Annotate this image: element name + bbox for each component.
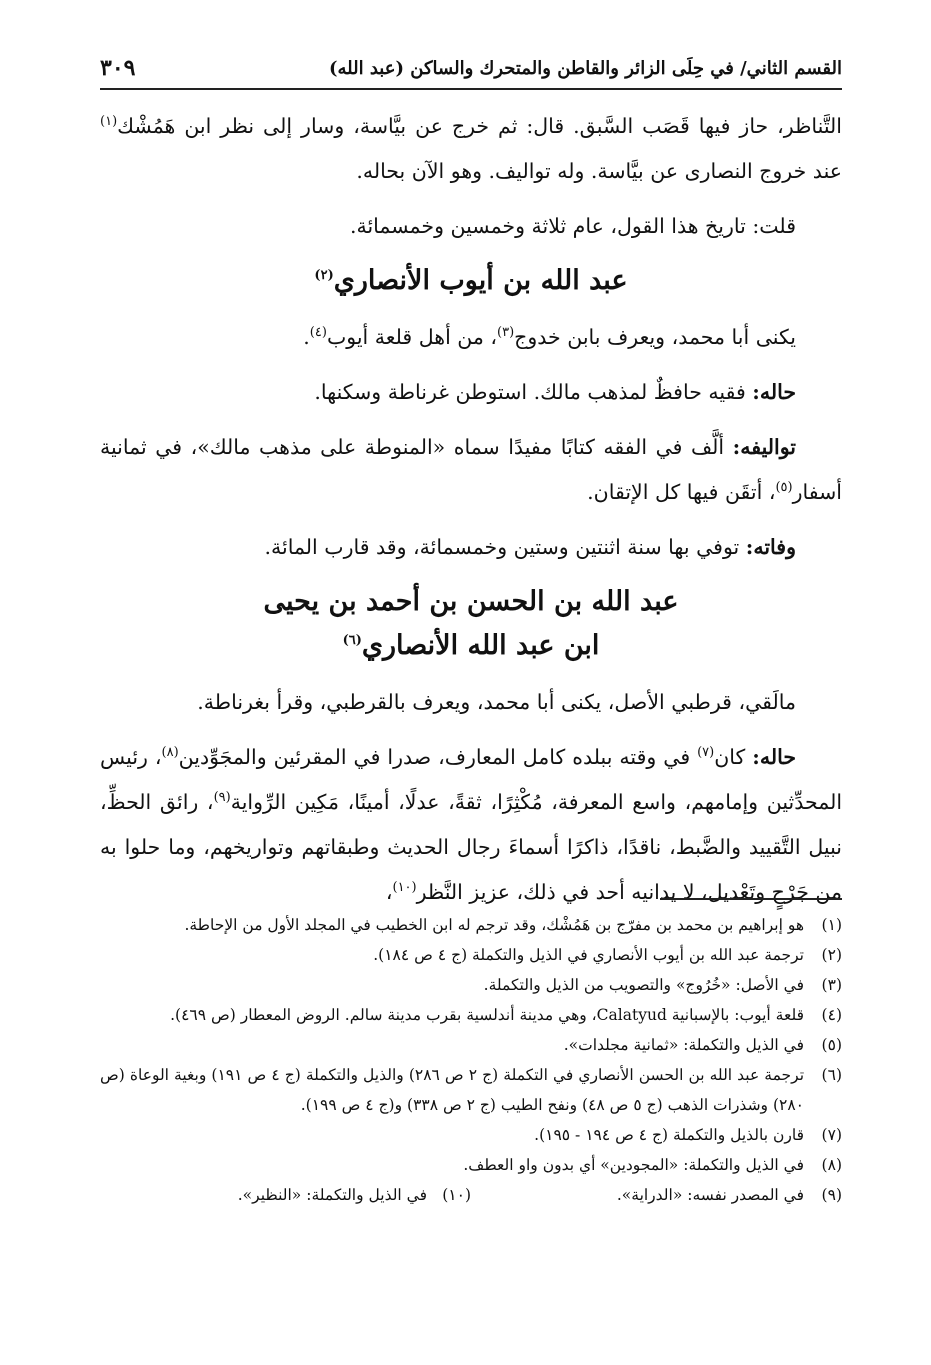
footnote: (١٠) في الذيل والتكملة: «النظير». xyxy=(237,1186,471,1204)
footnote: (٨) في الذيل والتكملة: «المجودين» أي بدون واو العطف. xyxy=(463,1156,842,1174)
footnote-ref: (٨) xyxy=(161,745,179,761)
footnote-ref: (٦) xyxy=(342,633,362,648)
footnote-row xyxy=(100,1180,842,1210)
footnote-ref: (١) xyxy=(100,114,118,130)
footnote-ref: (٢) xyxy=(314,268,334,283)
footnote-ref: (١٠) xyxy=(392,880,417,896)
footnotes xyxy=(100,910,842,1210)
footnote-ref: (٧) xyxy=(697,745,715,761)
paragraph: يكنى أبا محمد، ويعرف بابن خدوج$^{(٣)}$، من أهل قلعة أيوب$^{(٤)}$. xyxy=(303,325,796,349)
footnote: (٤) قلعة أيوب: بالإسبانية Calatyud، وهي مدينة أندلسية بقرب مدينة سالم. الروض المعطار (ص ٤٦٩). xyxy=(170,1006,842,1024)
paragraph: التَّناظر، حاز فيها قَصَب السَّبق. قال: ثم خرج عن بيَّاسة، وسار إلى نظر ابن هَمُشْك$^{(١)}$ عند خروج النصارى عن بيَّاسة. وله تواليف. وهو الآن بحاله. xyxy=(100,114,842,183)
footnote-ref: (٤) xyxy=(309,325,327,341)
running-title: القسم الثاني/ في حِلَى الزائر والقاطن والمتحرك والساكن (عبد الله) xyxy=(328,57,842,79)
footnote-separator xyxy=(660,898,842,900)
footnote-ref: (٩) xyxy=(213,790,231,806)
section-label: تواليفه: xyxy=(732,435,796,459)
footnote: (٢) ترجمة عبد الله بن أيوب الأنصاري في الذيل والتكملة (ج ٤ ص ١٨٤). xyxy=(373,946,842,964)
footnote: (٣) في الأصل: «خُرُوج» والتصويب من الذيل والتكملة. xyxy=(483,976,842,994)
paragraph: تواليفه: ألَّف في الفقه كتابًا مفيدًا سماه «المنوطة على مذهب مالك»، في ثمانية أسفار$^{(٥)}$، أتقَن فيها كل الإتقان. xyxy=(100,435,842,504)
paragraph: مالَقي، قرطبي الأصل، يكنى أبا محمد، ويعرف بالقرطبي، وقرأ بغرناطة. xyxy=(197,690,796,714)
footnote: (٦) ترجمة عبد الله بن الحسن الأنصاري في التكملة (ج ٢ ص ٢٨٦) والذيل والتكملة (ج ٤ ص ١٩١) وبغية الوعاة (ص ٢٨٠) وشذرات الذهب (ج ٥ ص ٤٨) ونفح الطيب (ج ٢ ص ٣٣٨) و(ج ٤ ص ١٩٩). xyxy=(100,1066,842,1114)
section-label: حاله: xyxy=(752,745,796,769)
page-number: ٣٠٩ xyxy=(100,55,136,81)
footnote: (٩) في المصدر نفسه: «الدراية». xyxy=(616,1186,842,1204)
footnote: (١) هو إبراهيم بن محمد بن مفرّج بن هَمُشْك، وقد ترجم له ابن الخطيب في المجلد الأول من الإحاطة. xyxy=(184,916,842,934)
paragraph: حاله: كان$^{(٧)}$ في وقته ببلده كامل المعارف، صدرا في المقرئين والمجَوِّدين$^{(٨)}$، رئيس المحدِّثين وإمامهم، واسع المعرفة، مُكْثِرًا، ثقةً، عدلًا، أمينًا، مَكِين الرِّواية$^{(٩)}$، رائق الحظِّ، نبيل التَّقييد والضَّبط، ناقدًا، ذاكرًا أسماءَ رجال الحديث وطبقاتهم وتواريخهم، وما حلوا به من جَرْحٍ وتَعْديل، لا يدانيه أحد في ذلك، عزيز النَّظر$^{(١٠)}$، xyxy=(100,745,843,904)
section-label: وفاته: xyxy=(745,535,796,559)
paragraph: وفاته: توفي بها سنة اثنتين وستين وخمسمائة، وقد قارب المائة. xyxy=(264,535,796,559)
section-label: حاله: xyxy=(752,380,796,404)
paragraph: قلت: تاريخ هذا القول، عام ثلاثة وخمسين وخمسمائة. xyxy=(349,214,796,238)
footnote-ref: (٣) xyxy=(497,325,515,341)
footnote-ref: (٥) xyxy=(775,480,793,496)
main-text xyxy=(100,104,842,925)
footnote: (٧) قارن بالذيل والتكملة (ج ٤ ص ١٩٤ - ١٩٥). xyxy=(534,1126,842,1144)
page-header xyxy=(100,48,842,90)
paragraph: حاله: فقيه حافظٌ لمذهب مالك. استوطن غرناطة وسكنها. xyxy=(314,380,796,404)
footnote: (٥) في الذيل والتكملة: «ثمانية مجلدات». xyxy=(563,1036,842,1054)
entry-heading: عبد الله بن الحسن بن أحمد بن يحيى ابن عبد الله الأنصاري$^{(٦)}$ xyxy=(263,586,679,661)
entry-heading: عبد الله بن أيوب الأنصاري$^{(٢)}$ xyxy=(314,265,628,296)
